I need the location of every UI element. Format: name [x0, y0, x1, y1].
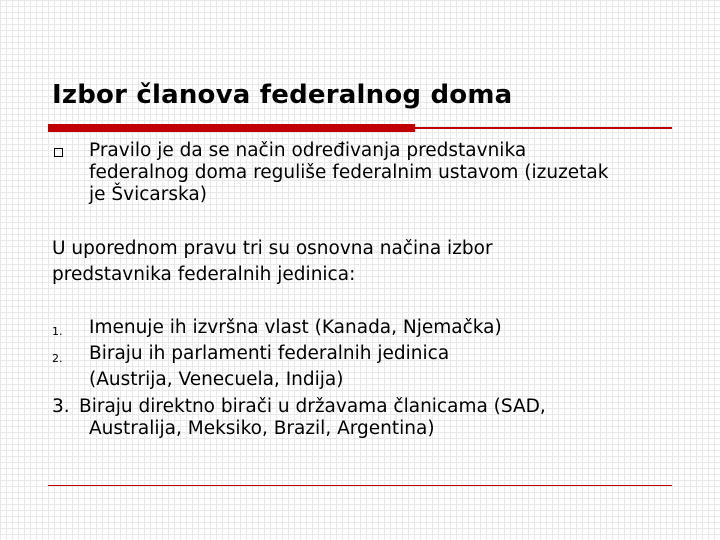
bullet-line-2: federalnog doma reguliše federalnim ustavom (izuzetak: [89, 162, 609, 183]
list-item-3-continuation: Australija, Meksiko, Brazil, Argentina): [89, 418, 435, 439]
paragraph-line-1: U uporednom pravu tri su osnovna načina izbor: [52, 238, 493, 259]
list-number-3: 3.: [52, 396, 70, 417]
slide-title: Izbor članova federalnog doma: [52, 80, 513, 110]
list-item-2-continuation: (Austrija, Venecuela, Indija): [89, 369, 344, 390]
footer-divider: [48, 485, 672, 486]
square-bullet-icon: [54, 148, 63, 157]
bullet-line-1: Pravilo je da se način određivanja predstavnika: [89, 140, 527, 161]
list-number-2: 2.: [52, 352, 63, 365]
paragraph-line-2: predstavnika federalnih jedinica:: [52, 264, 356, 285]
list-item-1: Imenuje ih izvršna vlast (Kanada, Njemačka): [89, 317, 502, 338]
list-item-2: Biraju ih parlamenti federalnih jedinica: [89, 343, 450, 364]
list-item-3: Biraju direktno birači u državama članicama (SAD,: [79, 396, 546, 417]
title-underline-bar: [48, 124, 415, 132]
intro-paragraph: [52, 236, 672, 288]
title-underline-line: [415, 127, 672, 129]
list-number-1: 1.: [52, 325, 63, 338]
bullet-text: [89, 140, 689, 206]
bullet-line-3: je Švicarska): [89, 184, 207, 205]
